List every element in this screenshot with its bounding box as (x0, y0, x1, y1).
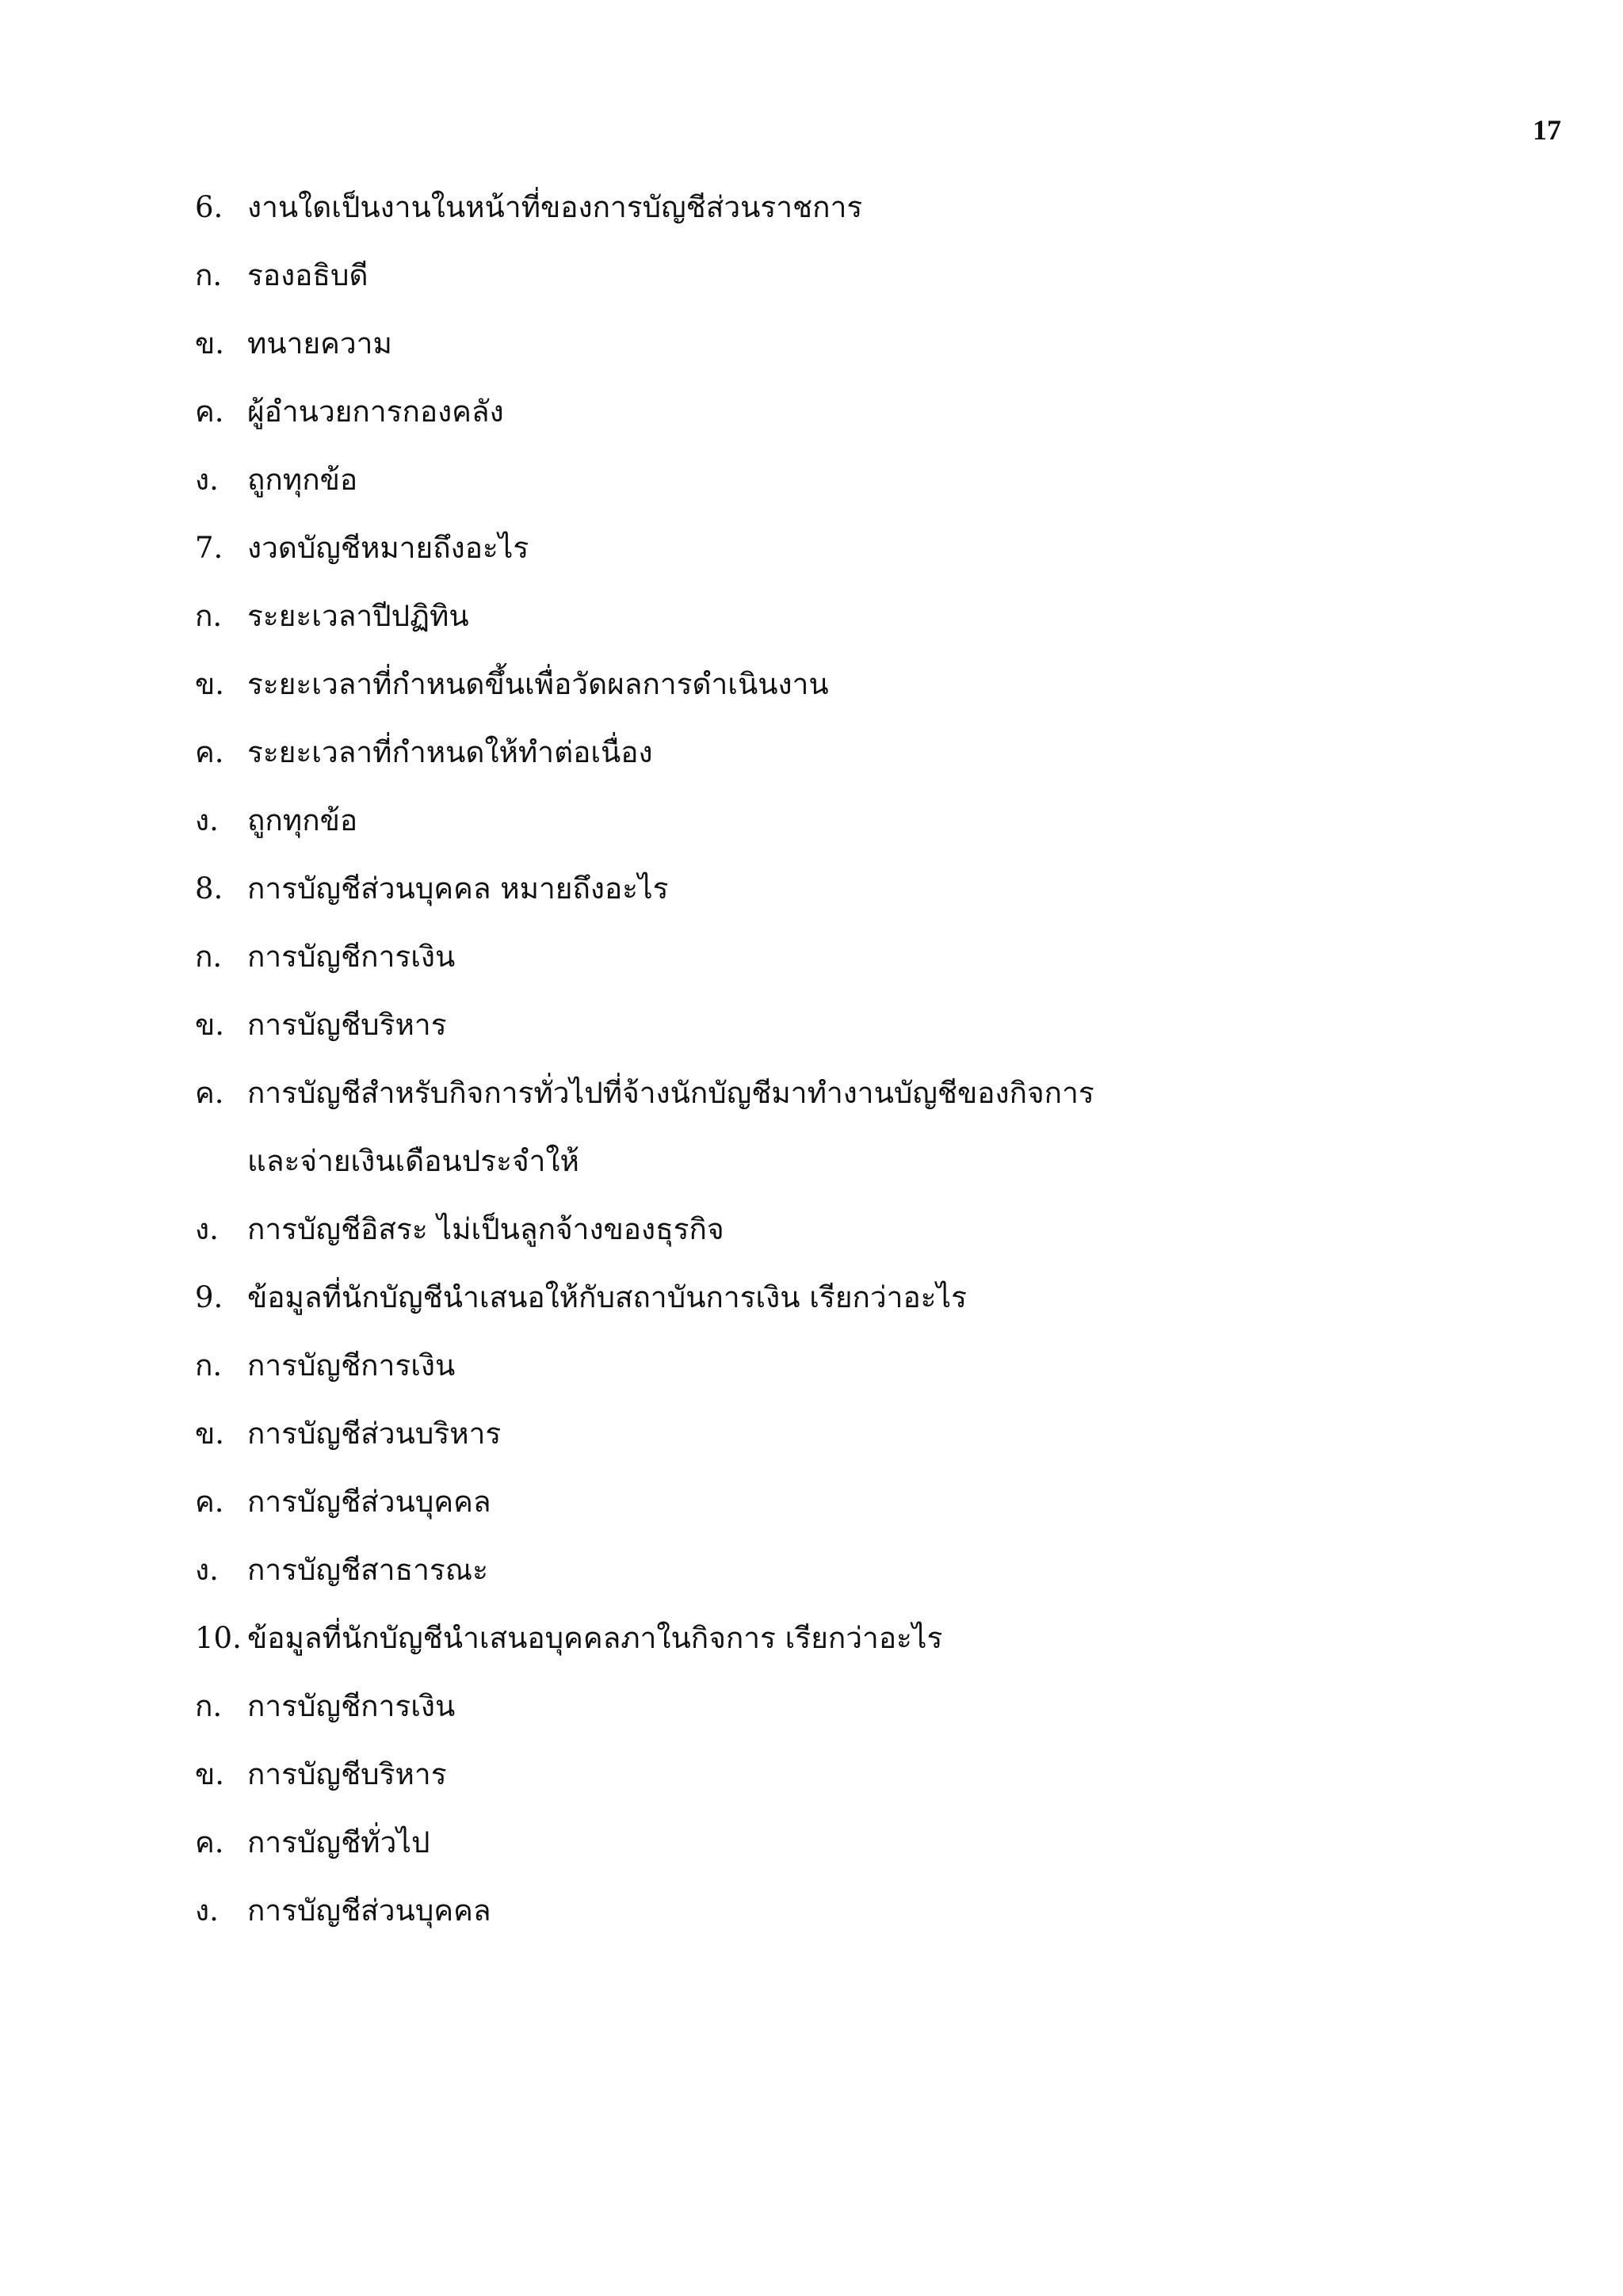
option-text: การบัญชีสำหรับกิจการทั่วไปที่จ้างนักบัญชีมาทำงานบัญชีของกิจการ (247, 1076, 1094, 1110)
option-marker: ข. (195, 326, 225, 360)
question-7 (195, 514, 1542, 582)
option-text: ระยะเวลาที่กำหนดให้ทำต่อเนื่อง (247, 735, 653, 769)
option-continuation-row (195, 1127, 1542, 1196)
option-text: การบัญชีอิสระ ไม่เป็นลูกจ้างของธุรกิจ (247, 1212, 724, 1246)
option-marker: ค. (195, 1076, 224, 1110)
option-marker: ข. (195, 1757, 225, 1791)
question-10 (195, 1604, 1542, 1672)
option-row (195, 1468, 1542, 1536)
question-8 (195, 855, 1542, 923)
option-marker: ง. (195, 1212, 219, 1246)
option-text: การบัญชีการเงิน (247, 1689, 456, 1723)
question-number: 10. (195, 1621, 242, 1655)
option-row (195, 991, 1542, 1059)
option-marker: ข. (195, 1008, 225, 1042)
question-number: 9. (195, 1280, 223, 1314)
question-number: 6. (195, 190, 223, 224)
option-marker: ค. (195, 735, 224, 769)
option-marker: ค. (195, 395, 224, 429)
option-text: การบัญชีการเงิน (247, 940, 456, 974)
option-text: การบัญชีสาธารณะ (247, 1553, 488, 1587)
option-row (195, 787, 1542, 855)
option-marker: ค. (195, 1825, 224, 1859)
option-row (195, 1332, 1542, 1400)
option-row (195, 1400, 1542, 1468)
question-number: 7. (195, 531, 223, 565)
option-marker: ง. (195, 1894, 219, 1928)
option-row (195, 1672, 1542, 1741)
question-9 (195, 1264, 1542, 1332)
question-text: งานใดเป็นงานในหน้าที่ของการบัญชีส่วนราชการ (247, 190, 863, 224)
option-row (195, 650, 1542, 719)
option-marker: ข. (195, 667, 225, 701)
question-text: ข้อมูลที่นักบัญชีนำเสนอให้กับสถาบันการเงิน เรียกว่าอะไร (247, 1280, 968, 1314)
option-text-continuation: และจ่ายเงินเดือนประจำให้ (247, 1144, 579, 1178)
option-row (195, 1877, 1542, 1945)
option-text: การบัญชีบริหาร (247, 1008, 447, 1042)
option-row (195, 923, 1542, 991)
option-marker: ก. (195, 258, 223, 292)
option-marker: ก. (195, 599, 223, 633)
option-marker: ข. (195, 1417, 225, 1451)
option-row (195, 242, 1542, 310)
question-number: 8. (195, 871, 223, 906)
option-row (195, 719, 1542, 787)
question-list (195, 174, 1542, 1945)
page-number: 17 (1533, 114, 1561, 146)
option-marker: ก. (195, 1689, 223, 1723)
option-marker: ง. (195, 1553, 219, 1587)
option-text: การบัญชีส่วนบุคคล (247, 1894, 491, 1928)
option-row (195, 1059, 1542, 1127)
option-text: การบัญชีบริหาร (247, 1757, 447, 1791)
question-text: การบัญชีส่วนบุคคล หมายถึงอะไร (247, 871, 669, 906)
option-text: ถูกทุกข้อ (247, 463, 358, 497)
option-row (195, 1809, 1542, 1877)
option-row (195, 1196, 1542, 1264)
option-text: ทนายความ (247, 326, 392, 360)
option-text: การบัญชีส่วนบริหาร (247, 1417, 502, 1451)
option-text: การบัญชีการเงิน (247, 1348, 456, 1383)
option-row (195, 310, 1542, 378)
question-text: งวดบัญชีหมายถึงอะไร (247, 531, 529, 565)
option-marker: ค. (195, 1485, 224, 1519)
option-row (195, 1536, 1542, 1604)
option-text: การบัญชีส่วนบุคคล (247, 1485, 491, 1519)
option-text: การบัญชีทั่วไป (247, 1825, 430, 1859)
option-text: ผู้อำนวยการกองคลัง (247, 395, 504, 429)
option-text: รองอธิบดี (247, 258, 369, 292)
option-row (195, 1741, 1542, 1809)
option-row (195, 582, 1542, 650)
option-marker: ง. (195, 803, 219, 837)
option-marker: ก. (195, 1348, 223, 1383)
option-text: ระยะเวลาปีปฏิทิน (247, 599, 469, 633)
question-text: ข้อมูลที่นักบัญชีนำเสนอบุคคลภาในกิจการ เรียกว่าอะไร (247, 1621, 943, 1655)
question-6 (195, 174, 1542, 242)
option-row (195, 446, 1542, 514)
option-row (195, 378, 1542, 446)
option-text: ถูกทุกข้อ (247, 803, 358, 837)
option-text: ระยะเวลาที่กำหนดขึ้นเพื่อวัดผลการดำเนินงาน (247, 667, 829, 701)
option-marker: ก. (195, 940, 223, 974)
option-marker: ง. (195, 463, 219, 497)
